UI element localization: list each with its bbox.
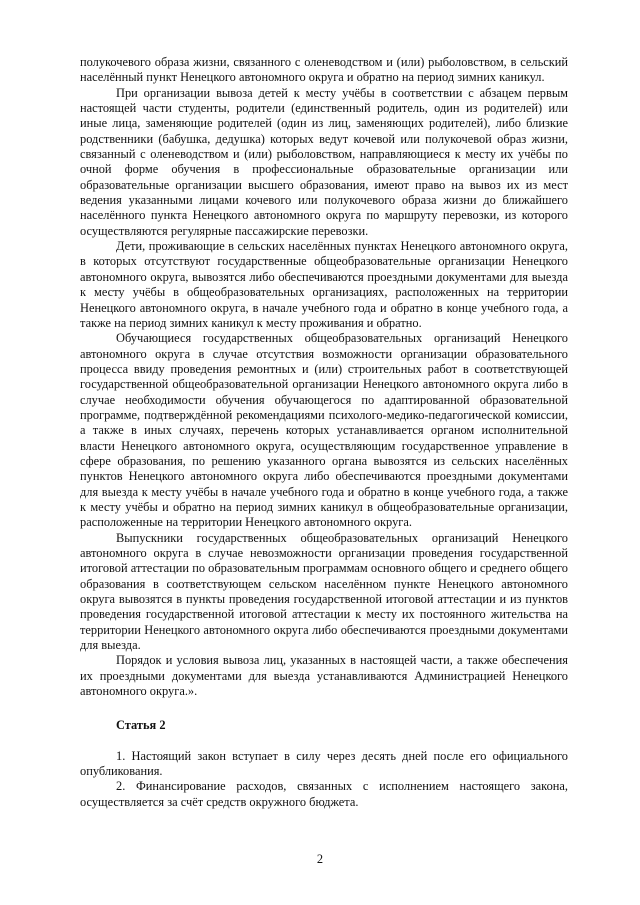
paragraph-rural-children: Дети, проживающие в сельских населённых пунктах Ненецкого автономного округа, в которых отсутствуют государственные общеобразовательные организации Ненецкого автономного округа, вывозятся либо обеспечиваются проездными документами для выезда к месту учёбы в общеобразовательных организациях, расположенных на территории Ненецкого автономного округа, в начале учебного года и обратно в конце учебного года, а также на период зимних каникул к месту проживания и обратно. [80,239,568,330]
page-number: 2 [316,852,324,866]
paragraph-entry-into-force: 1. Настоящий закон вступает в силу через десять дней после его официального опубликования. [80,748,568,779]
document-page [80,55,568,810]
paragraph-students-transport: При организации вывоза детей к месту учёбы в соответствии с абзацем первым настоящей части студенты, родители (единственный родитель, один из родителей) или иные лица, заменяющие родителей (один из лиц, заменяющих родителей), либо близкие родственники (бабушка, дедушка) которых ведут кочевой или полукочевой образ жизни, связанный с оленеводством и (или) рыболовством, направляющиеся к месту их учёбы по очной форме обучения в профессиональные образовательные организации или образовательные организации высшего образования, имеют право на вывоз их из мест ведения указанными лицами кочевого или полукочевого образа жизни до ближайшего населённого пункта Ненецкого автономного округа по маршруту перевозки, из которого осуществляются регулярные пассажирские перевозки. [80,85,568,238]
paragraph-financing: 2. Финансирование расходов, связанных с исполнением настоящего закона, осуществляется за счёт средств окружного бюджета. [80,779,568,809]
paragraph-procedure: Порядок и условия вывоза лиц, указанных в настоящей части, а также обеспечения их проездными документами для выезда устанавливаются Администрацией Ненецкого автономного округа.». [80,653,568,699]
paragraph-repair-cases: Обучающиеся государственных общеобразовательных организаций Ненецкого автономного округа в случае отсутствия возможности организации образовательного процесса ввиду проведения ремонтных и (или) строительных работ в соответствующей государственной общеобразовательной организации Ненецкого автономного округа либо в случае необходимости обучения обучающегося по адаптированной образовательной программе, подтверждённой рекомендациями психолого-медико-педагогической комиссии, а также в иных случаях, перечень которых устанавливается органом исполнительной власти Ненецкого автономного округа, осуществляющим государственное управление в сфере образования, по решению указанного органа вывозятся из сельских населённых пунктов Ненецкого автономного округа либо обеспечиваются проездными документами для выезда к месту учёбы в начале учебного года и обратно в конце учебного года, а также к месту учёбы и обратно на период зимних каникул в общеобразовательные организации, расположенные на территории Ненецкого автономного округа. [80,331,568,530]
paragraph-graduates: Выпускники государственных общеобразовательных организаций Ненецкого автономного округа в случае невозможности организации проведения государственной итоговой аттестации по образовательным программам основного общего и среднего общего образования в соответствующем сельском населённом пункте Ненецкого автономного округа вывозятся в пункты проведения государственной итоговой аттестации и из пунктов проведения государственной итоговой аттестации к месту их постоянного жительства на территории Ненецкого автономного округа либо обеспечиваются проездными документами для выезда. [80,530,568,653]
paragraph-continuation: полукочевого образа жизни, связанного с оленеводством и (или) рыболовством, в сельский населённый пункт Ненецкого автономного округа и обратно на период зимних каникул. [80,55,568,85]
article-heading: Статья 2 [116,718,166,733]
